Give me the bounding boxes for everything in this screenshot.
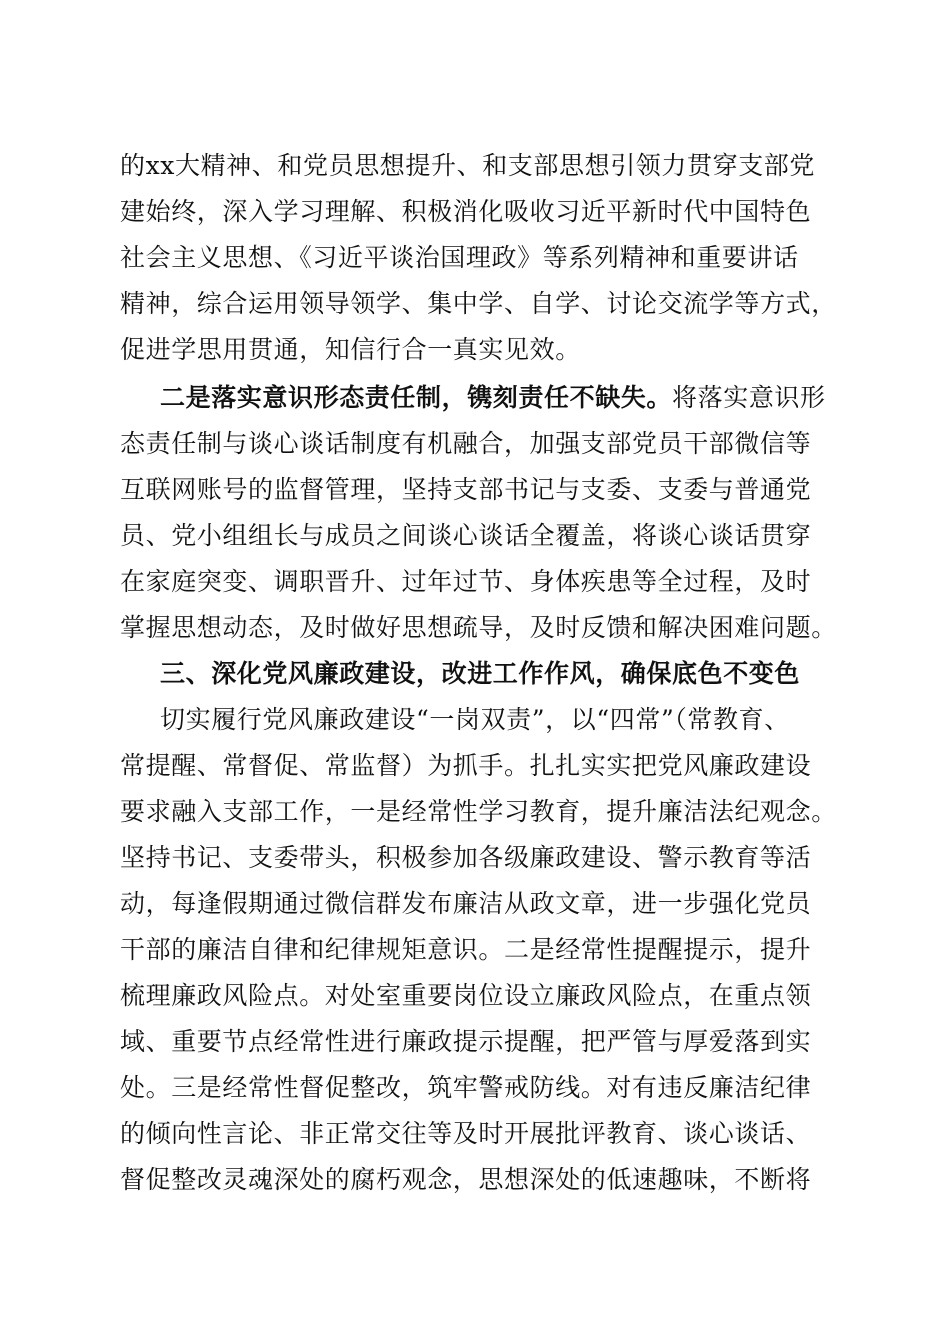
text-line: 梳理廉政风险点。对处室重要岗位设立廉政风险点，在重点领 xyxy=(120,981,812,1010)
text-line: 建始终，深入学习理解、积极消化吸收习近平新时代中国特色 xyxy=(120,197,812,226)
text-line: 在家庭突变、调职晋升、过年过节、身体疾患等全过程，及时 xyxy=(120,567,812,596)
text-line: 要求融入支部工作，一是经常性学习教育，提升廉洁法纪观念。 xyxy=(120,797,837,826)
text-line: 互联网账号的监督管理，坚持支部书记与支委、支委与普通党 xyxy=(120,475,812,504)
text-line: 坚持书记、支委带头，积极参加各级廉政建设、警示教育等活 xyxy=(120,843,812,872)
text-line: 精神，综合运用领导领学、集中学、自学、讨论交流学等方式， xyxy=(120,289,837,318)
text-line: 员、党小组组长与成员之间谈心谈话全覆盖，将谈心谈话贯穿 xyxy=(120,521,812,550)
paragraph-3 xyxy=(120,697,835,1203)
text-line: 的倾向性言论、非正常交往等及时开展批评教育、谈心谈话、 xyxy=(120,1119,812,1148)
text-line: 干部的廉洁自律和纪律规矩意识。二是经常性提醒提示，提升 xyxy=(120,935,812,964)
paragraph-1 xyxy=(120,143,835,373)
text-run: 将落实意识形 xyxy=(672,383,826,412)
text-line: 动，每逢假期通过微信群发布廉洁从政文章，进一步强化党员 xyxy=(120,889,812,918)
text-line: 常提醒、常督促、常监督）为抓手。扎扎实实把党风廉政建设 xyxy=(120,751,812,780)
section-heading xyxy=(120,651,835,697)
text-line: 处。三是经常性督促整改，筑牢警戒防线。对有违反廉洁纪律 xyxy=(120,1073,812,1102)
text-line: 的xx大精神、和党员思想提升、和支部思想引领力贯穿支部党 xyxy=(120,151,816,180)
text-line: 督促整改灵魂深处的腐朽观念，思想深处的低速趣味，不断将 xyxy=(120,1165,812,1194)
heading-text: 三、深化党风廉政建设，改进工作作风，确保底色不变色 xyxy=(160,659,801,688)
text-line: 促进学思用贯通，知信行合一真实见效。 xyxy=(120,335,581,364)
paragraph-2 xyxy=(120,375,835,651)
text-line: 域、重要节点经常性进行廉政提示提醒，把严管与厚爱落到实 xyxy=(120,1027,812,1056)
document-body xyxy=(120,143,835,1203)
paragraph-lead-bold: 二是落实意识形态责任制，镌刻责任不缺失。 xyxy=(160,383,673,412)
text-line: 切实履行党风廉政建设“一岗双责”，以“四常”（常教育、 xyxy=(160,705,790,734)
text-line xyxy=(120,375,835,421)
text-line: 掌握思想动态，及时做好思想疏导，及时反馈和解决困难问题。 xyxy=(120,613,837,642)
text-line: 态责任制与谈心谈话制度有机融合，加强支部党员干部微信等 xyxy=(120,429,812,458)
text-line: 社会主义思想、《习近平谈治国理政》等系列精神和重要讲话 xyxy=(120,243,799,272)
